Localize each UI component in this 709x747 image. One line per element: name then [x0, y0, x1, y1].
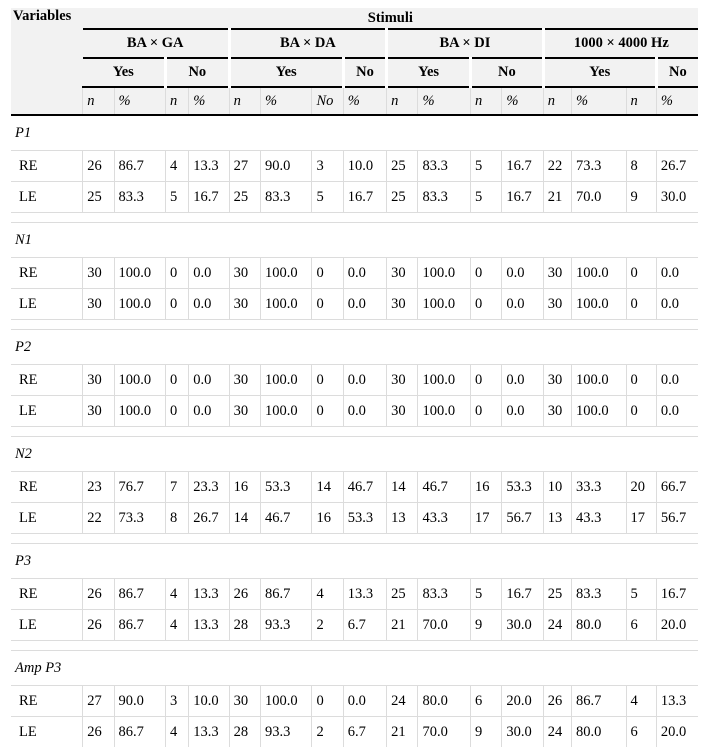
- table-cell: 26: [83, 151, 114, 182]
- table-cell: 30: [387, 365, 418, 396]
- table-cell: 7: [166, 472, 189, 503]
- spacer-cell: [11, 213, 698, 223]
- section-row: [11, 651, 698, 686]
- table-cell: 30: [543, 396, 571, 427]
- section-label: N1: [11, 223, 698, 258]
- spacer-row: [11, 534, 698, 544]
- table-cell: 14: [312, 472, 343, 503]
- table-cell: 86.7: [114, 151, 166, 182]
- table-cell: 86.7: [114, 610, 166, 641]
- row-label: RE: [11, 151, 83, 182]
- group-header-ba-ga: BA × GA: [83, 29, 229, 58]
- subheader-cell: %: [260, 87, 312, 115]
- table-row: [11, 258, 698, 289]
- table-cell: 0.0: [502, 365, 543, 396]
- table-cell: 0: [626, 289, 656, 320]
- table-cell: 21: [387, 717, 418, 747]
- table-cell: 0: [626, 365, 656, 396]
- table-row: [11, 289, 698, 320]
- section-row: [11, 223, 698, 258]
- table-cell: 20.0: [656, 610, 698, 641]
- table-cell: 23.3: [189, 472, 229, 503]
- table-cell: 16.7: [502, 182, 543, 213]
- subheader-cell: n: [471, 87, 502, 115]
- table-cell: 5: [471, 182, 502, 213]
- table-cell: 30: [229, 258, 260, 289]
- table-cell: 30: [229, 289, 260, 320]
- table-cell: 100.0: [260, 396, 312, 427]
- table-cell: 30: [83, 289, 114, 320]
- table-cell: 13.3: [189, 717, 229, 747]
- table-cell: 0.0: [189, 396, 229, 427]
- row-label: RE: [11, 579, 83, 610]
- table-cell: 21: [543, 182, 571, 213]
- table-cell: 4: [166, 717, 189, 747]
- table-cell: 30: [229, 365, 260, 396]
- table-row: [11, 396, 698, 427]
- table-cell: 30.0: [502, 610, 543, 641]
- spacer-cell: [11, 320, 698, 330]
- table-cell: 6.7: [343, 610, 386, 641]
- table-row: [11, 182, 698, 213]
- table-cell: 28: [229, 610, 260, 641]
- table-cell: 53.3: [343, 503, 386, 534]
- section-label: P3: [11, 544, 698, 579]
- section-row: [11, 437, 698, 472]
- table-cell: 43.3: [418, 503, 471, 534]
- table-cell: 0.0: [656, 289, 698, 320]
- table-cell: 4: [166, 151, 189, 182]
- table-cell: 26: [83, 717, 114, 747]
- table-row: [11, 503, 698, 534]
- subheader-cell: n: [166, 87, 189, 115]
- table-header: [11, 8, 698, 115]
- table-cell: 4: [312, 579, 343, 610]
- table-cell: 70.0: [572, 182, 627, 213]
- table-cell: 86.7: [114, 717, 166, 747]
- table-cell: 30: [83, 396, 114, 427]
- table-cell: 30: [387, 289, 418, 320]
- table-cell: 16.7: [656, 579, 698, 610]
- table-cell: 26: [543, 686, 571, 717]
- table-cell: 100.0: [260, 365, 312, 396]
- row-label: LE: [11, 717, 83, 747]
- row-label: LE: [11, 396, 83, 427]
- table-cell: 28: [229, 717, 260, 747]
- table-cell: 0.0: [502, 258, 543, 289]
- spacer-row: [11, 320, 698, 330]
- table-cell: 0.0: [502, 289, 543, 320]
- table-cell: 0: [312, 365, 343, 396]
- subheader-cell: %: [656, 87, 698, 115]
- table-cell: 10.0: [189, 686, 229, 717]
- table-cell: 46.7: [260, 503, 312, 534]
- table-cell: 83.3: [418, 151, 471, 182]
- table-cell: 26: [83, 610, 114, 641]
- table-cell: 80.0: [418, 686, 471, 717]
- table-cell: 25: [387, 579, 418, 610]
- table-cell: 30: [543, 365, 571, 396]
- table-cell: 90.0: [260, 151, 312, 182]
- table-cell: 0: [471, 396, 502, 427]
- subheader-row: [11, 87, 698, 115]
- table-cell: 3: [312, 151, 343, 182]
- table-cell: 56.7: [656, 503, 698, 534]
- yes-header: Yes: [83, 58, 166, 87]
- section-label: Amp P3: [11, 651, 698, 686]
- table-cell: 93.3: [260, 717, 312, 747]
- spacer-row: [11, 213, 698, 223]
- table-cell: 25: [83, 182, 114, 213]
- table-cell: 83.3: [572, 579, 627, 610]
- table-cell: 25: [387, 182, 418, 213]
- section-row: [11, 330, 698, 365]
- group-header-ba-di: BA × DI: [387, 29, 544, 58]
- table-cell: 100.0: [572, 289, 627, 320]
- table-cell: 4: [166, 579, 189, 610]
- table-row: [11, 686, 698, 717]
- table-cell: 25: [229, 182, 260, 213]
- spacer-row: [11, 427, 698, 437]
- table-cell: 0.0: [343, 258, 386, 289]
- table-cell: 13.3: [656, 686, 698, 717]
- table-cell: 13.3: [343, 579, 386, 610]
- table-row: [11, 151, 698, 182]
- row-label: RE: [11, 365, 83, 396]
- group-header-1000-4000-hz: 1000 × 4000 Hz: [543, 29, 698, 58]
- table-cell: 100.0: [418, 396, 471, 427]
- table-cell: 16: [312, 503, 343, 534]
- variables-header: Variables: [11, 8, 83, 87]
- table-cell: 2: [312, 717, 343, 747]
- table-cell: 5: [166, 182, 189, 213]
- table-cell: 0: [471, 289, 502, 320]
- table-cell: 0: [471, 258, 502, 289]
- table-cell: 86.7: [572, 686, 627, 717]
- subheader-cell: n: [229, 87, 260, 115]
- table-cell: 0: [312, 686, 343, 717]
- row-label: RE: [11, 258, 83, 289]
- table-cell: 30: [543, 258, 571, 289]
- table-cell: 100.0: [418, 258, 471, 289]
- table-cell: 0.0: [343, 365, 386, 396]
- table-cell: 13: [387, 503, 418, 534]
- table-cell: 27: [83, 686, 114, 717]
- table-cell: 16: [229, 472, 260, 503]
- table-cell: 83.3: [418, 182, 471, 213]
- row-label: LE: [11, 503, 83, 534]
- table-cell: 0: [166, 396, 189, 427]
- table-cell: 4: [166, 610, 189, 641]
- table-row: [11, 365, 698, 396]
- table-cell: 0.0: [502, 396, 543, 427]
- table-cell: 5: [312, 182, 343, 213]
- table-cell: 0: [626, 258, 656, 289]
- spacer-cell: [11, 641, 698, 651]
- table-cell: 8: [626, 151, 656, 182]
- table-cell: 13: [543, 503, 571, 534]
- table-cell: 100.0: [114, 365, 166, 396]
- table-cell: 100.0: [572, 365, 627, 396]
- spacer-cell: [11, 427, 698, 437]
- table-cell: 0.0: [656, 365, 698, 396]
- table-cell: 93.3: [260, 610, 312, 641]
- no-header: No: [471, 58, 544, 87]
- table-cell: 100.0: [572, 396, 627, 427]
- table-cell: 26.7: [189, 503, 229, 534]
- no-header: No: [343, 58, 386, 87]
- table-cell: 30: [83, 258, 114, 289]
- stimuli-header: Stimuli: [83, 8, 698, 29]
- table-cell: 6: [471, 686, 502, 717]
- table-cell: 25: [387, 151, 418, 182]
- row-label: LE: [11, 182, 83, 213]
- table-cell: 43.3: [572, 503, 627, 534]
- table-cell: 30: [229, 686, 260, 717]
- table-cell: 9: [471, 610, 502, 641]
- table-cell: 73.3: [114, 503, 166, 534]
- table-cell: 0: [166, 289, 189, 320]
- spacer-row: [11, 641, 698, 651]
- table-cell: 100.0: [260, 686, 312, 717]
- table-cell: 0.0: [656, 258, 698, 289]
- table-cell: 22: [83, 503, 114, 534]
- subheader-cell: n: [543, 87, 571, 115]
- subheader-cell: n: [387, 87, 418, 115]
- table-cell: 20.0: [502, 686, 543, 717]
- row-label: RE: [11, 686, 83, 717]
- table-body: [11, 115, 698, 747]
- subheader-cell: n: [626, 87, 656, 115]
- table-cell: 26: [83, 579, 114, 610]
- yes-header: Yes: [229, 58, 343, 87]
- group-header-ba-da: BA × DA: [229, 29, 387, 58]
- table-cell: 24: [543, 717, 571, 747]
- table-cell: 30: [83, 365, 114, 396]
- subheader-cell: %: [572, 87, 627, 115]
- table-cell: 6: [626, 610, 656, 641]
- table-cell: 70.0: [418, 610, 471, 641]
- table-cell: 26: [229, 579, 260, 610]
- results-table: [11, 8, 698, 747]
- table-cell: 0.0: [189, 258, 229, 289]
- table-cell: 100.0: [260, 289, 312, 320]
- table-cell: 0.0: [189, 289, 229, 320]
- table-cell: 20: [626, 472, 656, 503]
- section-row: [11, 544, 698, 579]
- table-cell: 100.0: [114, 258, 166, 289]
- no-header: No: [166, 58, 230, 87]
- table-cell: 70.0: [418, 717, 471, 747]
- table-cell: 0: [312, 396, 343, 427]
- table-cell: 0: [166, 365, 189, 396]
- section-label: N2: [11, 437, 698, 472]
- table-cell: 16.7: [343, 182, 386, 213]
- section-row: [11, 115, 698, 151]
- table-cell: 30.0: [656, 182, 698, 213]
- table-cell: 16.7: [502, 579, 543, 610]
- section-label: P2: [11, 330, 698, 365]
- table-cell: 100.0: [114, 396, 166, 427]
- table-cell: 0: [166, 258, 189, 289]
- table-cell: 25: [543, 579, 571, 610]
- yes-header: Yes: [543, 58, 656, 87]
- table-cell: 0: [312, 289, 343, 320]
- table-row: [11, 579, 698, 610]
- table-cell: 53.3: [260, 472, 312, 503]
- row-label: LE: [11, 610, 83, 641]
- table-cell: 8: [166, 503, 189, 534]
- table-cell: 23: [83, 472, 114, 503]
- table-cell: 21: [387, 610, 418, 641]
- table-row: [11, 610, 698, 641]
- no-header: No: [656, 58, 698, 87]
- table-cell: 83.3: [260, 182, 312, 213]
- table-cell: 6.7: [343, 717, 386, 747]
- table-cell: 83.3: [418, 579, 471, 610]
- table-cell: 24: [543, 610, 571, 641]
- table-cell: 0.0: [343, 289, 386, 320]
- table-cell: 5: [471, 151, 502, 182]
- table-cell: 30: [543, 289, 571, 320]
- table-cell: 13.3: [189, 151, 229, 182]
- table-cell: 30: [387, 396, 418, 427]
- table-cell: 9: [626, 182, 656, 213]
- subheader-cell: %: [502, 87, 543, 115]
- section-label: P1: [11, 115, 698, 151]
- subheader-cell: %: [114, 87, 166, 115]
- table-cell: 46.7: [343, 472, 386, 503]
- table-cell: 30: [229, 396, 260, 427]
- table-cell: 6: [626, 717, 656, 747]
- table-cell: 24: [387, 686, 418, 717]
- table-cell: 10: [543, 472, 571, 503]
- table-cell: 0: [312, 258, 343, 289]
- table-cell: 0.0: [343, 686, 386, 717]
- table-cell: 30: [387, 258, 418, 289]
- table-cell: 66.7: [656, 472, 698, 503]
- table-cell: 20.0: [656, 717, 698, 747]
- table-cell: 16.7: [189, 182, 229, 213]
- table-cell: 14: [387, 472, 418, 503]
- table-cell: 10.0: [343, 151, 386, 182]
- table-cell: 0.0: [343, 396, 386, 427]
- table-cell: 0.0: [189, 365, 229, 396]
- table-cell: 46.7: [418, 472, 471, 503]
- table-row: [11, 717, 698, 747]
- table-cell: 33.3: [572, 472, 627, 503]
- row-label: LE: [11, 289, 83, 320]
- table-cell: 83.3: [114, 182, 166, 213]
- table-cell: 16: [471, 472, 502, 503]
- table-cell: 17: [471, 503, 502, 534]
- table-cell: 3: [166, 686, 189, 717]
- table-cell: 2: [312, 610, 343, 641]
- table-cell: 5: [626, 579, 656, 610]
- row-label: RE: [11, 472, 83, 503]
- table-cell: 90.0: [114, 686, 166, 717]
- table-cell: 100.0: [114, 289, 166, 320]
- spacer-cell: [11, 534, 698, 544]
- table-cell: 0: [626, 396, 656, 427]
- table-cell: 13.3: [189, 579, 229, 610]
- table-cell: 86.7: [114, 579, 166, 610]
- table-cell: 73.3: [572, 151, 627, 182]
- table-cell: 26.7: [656, 151, 698, 182]
- table-cell: 0.0: [656, 396, 698, 427]
- table-cell: 100.0: [572, 258, 627, 289]
- table-cell: 80.0: [572, 717, 627, 747]
- table-cell: 16.7: [502, 151, 543, 182]
- subheader-cell: n: [83, 87, 114, 115]
- yes-header: Yes: [387, 58, 471, 87]
- table-cell: 100.0: [418, 365, 471, 396]
- table-cell: 86.7: [260, 579, 312, 610]
- table-cell: 27: [229, 151, 260, 182]
- blank-header-cell: [11, 87, 83, 115]
- table-row: [11, 472, 698, 503]
- subheader-cell: No: [312, 87, 343, 115]
- table-cell: 5: [471, 579, 502, 610]
- table-cell: 4: [626, 686, 656, 717]
- table-cell: 53.3: [502, 472, 543, 503]
- table-cell: 100.0: [260, 258, 312, 289]
- table-cell: 14: [229, 503, 260, 534]
- table-cell: 0: [471, 365, 502, 396]
- table-cell: 13.3: [189, 610, 229, 641]
- table-cell: 9: [471, 717, 502, 747]
- subheader-cell: %: [343, 87, 386, 115]
- table-cell: 100.0: [418, 289, 471, 320]
- table-cell: 80.0: [572, 610, 627, 641]
- table-cell: 22: [543, 151, 571, 182]
- table-cell: 17: [626, 503, 656, 534]
- subheader-cell: %: [189, 87, 229, 115]
- table-cell: 76.7: [114, 472, 166, 503]
- table-cell: 56.7: [502, 503, 543, 534]
- table-cell: 30.0: [502, 717, 543, 747]
- subheader-cell: %: [418, 87, 471, 115]
